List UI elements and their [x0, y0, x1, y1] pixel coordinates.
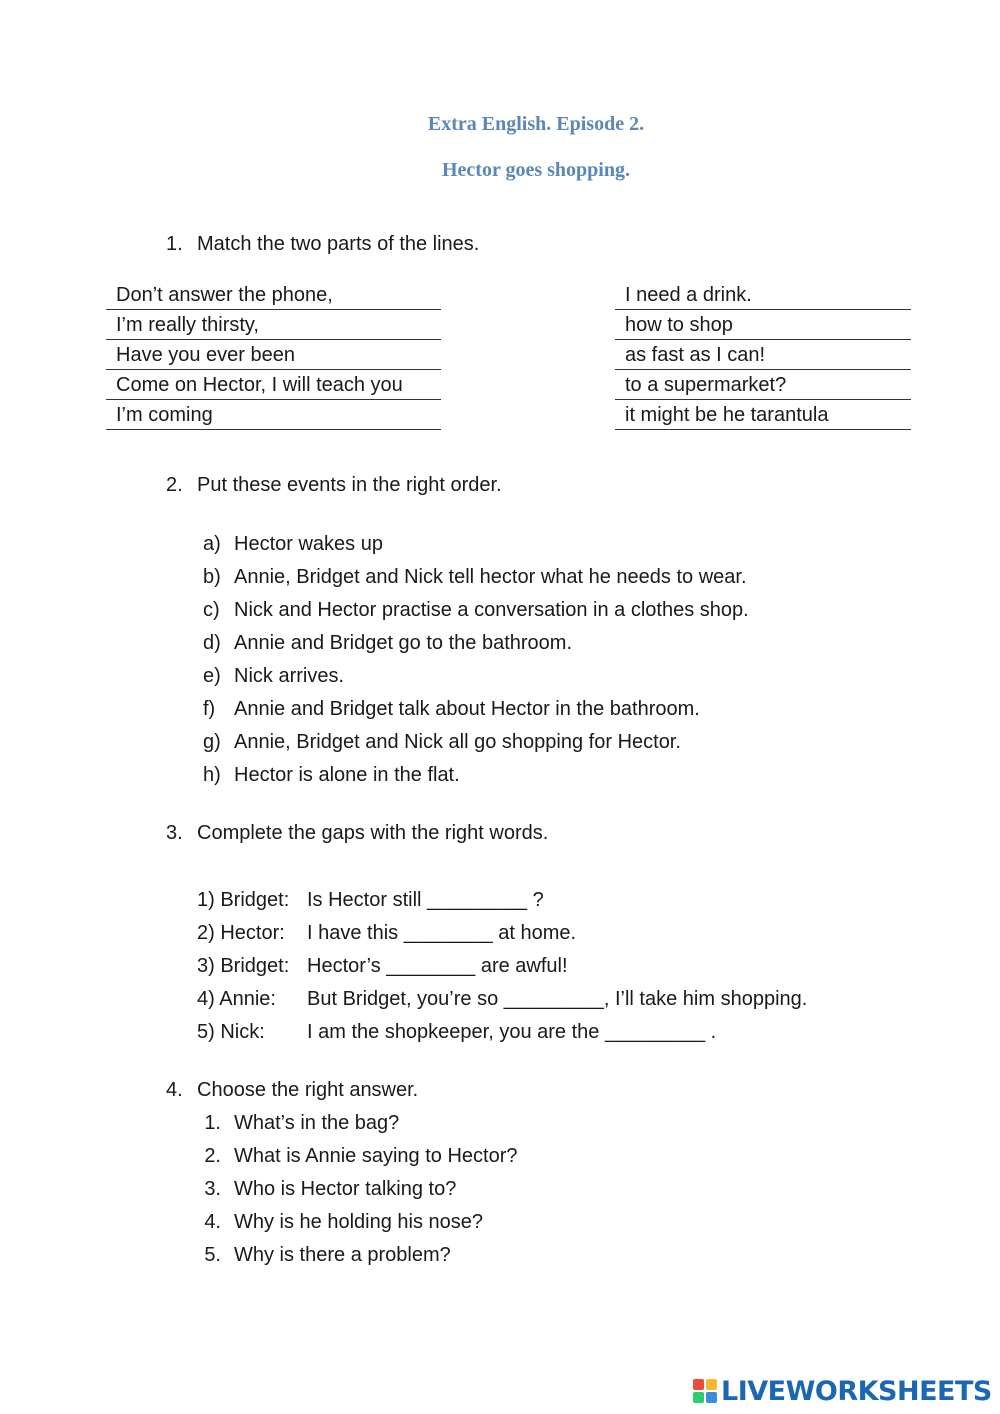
worksheet-title: Extra English. Episode 2.: [427, 113, 645, 135]
gap-text: Hector’s ________ are awful!: [307, 955, 568, 977]
choice-question[interactable]: [203, 1107, 517, 1140]
match-right-item[interactable]: how to shop: [615, 310, 911, 340]
event-item[interactable]: [203, 627, 749, 660]
match-right-item[interactable]: to a supermarket?: [615, 370, 911, 400]
speaker-label: 3) Bridget:: [197, 955, 290, 977]
match-left-item[interactable]: Don’t answer the phone,: [106, 281, 441, 310]
logo-text: LIVEWORKSHEETS: [721, 1375, 992, 1407]
choice-number: 3.: [204, 1178, 221, 1200]
choice-number: 4.: [204, 1211, 221, 1233]
choice-number: 5.: [204, 1244, 221, 1266]
choose-answer-list: [203, 1107, 517, 1272]
logo-block: [693, 1392, 704, 1403]
question-instruction: Match the two parts of the lines.: [197, 233, 480, 255]
event-letter: e): [203, 665, 221, 687]
speaker-label: 1) Bridget:: [197, 889, 290, 911]
choice-number: 2.: [204, 1145, 221, 1167]
event-letter: a): [203, 533, 221, 555]
choice-number: 1.: [204, 1112, 221, 1134]
event-letter: h): [203, 764, 221, 786]
gap-text: I have this ________ at home.: [307, 922, 577, 944]
match-left-column: [106, 281, 441, 430]
choice-text: Who is Hector talking to?: [234, 1178, 457, 1200]
gap-line[interactable]: [197, 1016, 807, 1049]
match-right-column: [615, 281, 911, 430]
logo-block: [693, 1379, 704, 1390]
question-number: 3.: [166, 822, 183, 844]
logo-block: [706, 1392, 717, 1403]
choice-text: Why is he holding his nose?: [234, 1211, 484, 1233]
speaker-label: 4) Annie:: [197, 988, 276, 1010]
event-item[interactable]: [203, 594, 749, 627]
event-item[interactable]: [203, 660, 749, 693]
match-right-item[interactable]: it might be he tarantula: [615, 400, 911, 430]
choice-question[interactable]: [203, 1206, 517, 1239]
gap-text: But Bridget, you’re so _________, I’ll take him shopping.: [307, 988, 808, 1010]
question-number: 1.: [166, 233, 183, 255]
event-letter: f): [203, 698, 216, 720]
event-text: Nick arrives.: [234, 665, 345, 687]
choice-question[interactable]: [203, 1239, 517, 1272]
event-letter: g): [203, 731, 221, 753]
event-text: Annie, Bridget and Nick all go shopping for Hector.: [234, 731, 681, 753]
logo-block: [706, 1379, 717, 1390]
gap-line[interactable]: [197, 884, 807, 917]
logo-blocks-icon: [693, 1379, 717, 1403]
question-3-heading: [166, 822, 548, 845]
liveworksheets-logo[interactable]: [693, 1374, 992, 1408]
event-item[interactable]: [203, 528, 749, 561]
match-right-item[interactable]: I need a drink.: [615, 281, 911, 310]
gap-line[interactable]: [197, 917, 807, 950]
choice-text: What is Annie saying to Hector?: [234, 1145, 518, 1167]
match-left-item[interactable]: Have you ever been: [106, 340, 441, 370]
gap-text: Is Hector still _________ ?: [307, 889, 544, 911]
choice-question[interactable]: [203, 1173, 517, 1206]
gap-line[interactable]: [197, 983, 807, 1016]
question-4-heading: [166, 1079, 418, 1102]
question-instruction: Complete the gaps with the right words.: [197, 822, 549, 844]
speaker-label: 5) Nick:: [197, 1021, 265, 1043]
event-item[interactable]: [203, 726, 749, 759]
question-number: 4.: [166, 1079, 183, 1101]
worksheet-subtitle: Hector goes shopping.: [442, 159, 630, 181]
question-number: 2.: [166, 474, 183, 496]
gap-fill-list: [197, 884, 807, 1049]
gap-text: I am the shopkeeper, you are the _________ .: [307, 1021, 717, 1043]
event-text: Nick and Hector practise a conversation in a clothes shop.: [234, 599, 749, 621]
event-item[interactable]: [203, 561, 749, 594]
choice-question[interactable]: [203, 1140, 517, 1173]
events-list: [203, 528, 749, 792]
question-instruction: Put these events in the right order.: [197, 474, 502, 496]
event-text: Annie and Bridget talk about Hector in the bathroom.: [234, 698, 700, 720]
event-text: Hector wakes up: [234, 533, 383, 555]
event-text: Hector is alone in the flat.: [234, 764, 460, 786]
event-text: Annie and Bridget go to the bathroom.: [234, 632, 573, 654]
question-instruction: Choose the right answer.: [197, 1079, 419, 1101]
event-letter: d): [203, 632, 221, 654]
question-2-heading: [166, 474, 502, 497]
question-1-heading: [166, 233, 479, 256]
choice-text: What’s in the bag?: [234, 1112, 400, 1134]
match-right-item[interactable]: as fast as I can!: [615, 340, 911, 370]
match-left-item[interactable]: I’m coming: [106, 400, 441, 430]
choice-text: Why is there a problem?: [234, 1244, 451, 1266]
match-left-item[interactable]: I’m really thirsty,: [106, 310, 441, 340]
gap-line[interactable]: [197, 950, 807, 983]
event-letter: c): [203, 599, 220, 621]
event-letter: b): [203, 566, 221, 588]
match-left-item[interactable]: Come on Hector, I will teach you: [106, 370, 441, 400]
event-item[interactable]: [203, 693, 749, 726]
speaker-label: 2) Hector:: [197, 922, 285, 944]
event-text: Annie, Bridget and Nick tell hector what he needs to wear.: [234, 566, 747, 588]
event-item[interactable]: [203, 759, 749, 792]
